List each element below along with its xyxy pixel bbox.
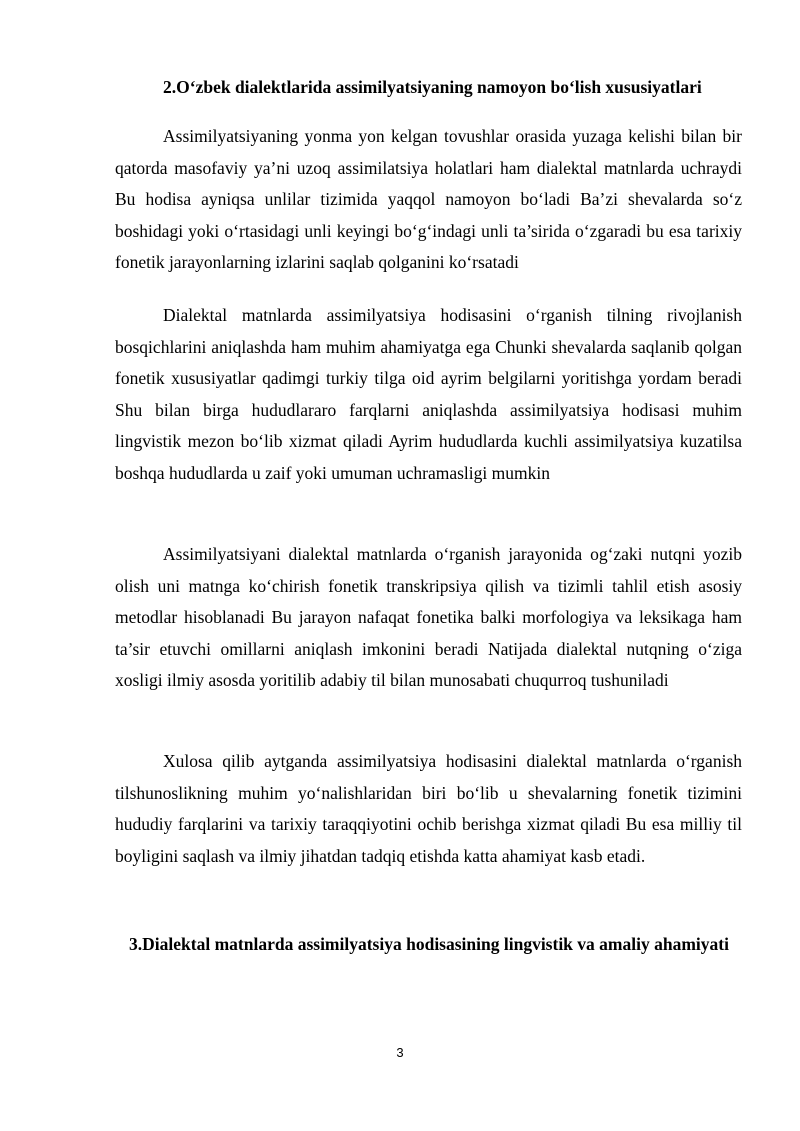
section-heading: 3.Dialektal matnlarda assimilyatsiya hodisasining lingvistik va amaliy ahamiyati bbox=[129, 934, 729, 954]
paragraph: Assimilyatsiyaning yonma yon kelgan tovushlar orasida yuzaga kelishi bilan bir qatorda masofaviy ya’ni uzoq assimilatsiya holatlari ham dialektal matnlarda uchraydi Bu hodisa ayniqsa unlilar tizimida yaqqol namoyon bo‘ladi Ba’zi shevalarda so‘z boshidagi yoki o‘rtasidagi unli keyingi bo‘g‘indagi unli ta’sirida o‘zgaradi bu esa tarixiy fonetik jarayonlarning izlarini saqlab qolganini ko‘rsatadi bbox=[115, 126, 742, 273]
section-heading: 2.O‘zbek dialektlarida assimilyatsiyaning namoyon bo‘lish xususiyatlari bbox=[163, 77, 702, 97]
page-number: 3 bbox=[396, 1045, 404, 1060]
paragraph: Assimilyatsiyani dialektal matnlarda o‘rganish jarayonida og‘zaki nutqni yozib olish uni matnga ko‘chirish fonetik transkripsiya qilish va tizimli tahlil etish asosiy metodlar hisoblanadi Bu jarayon nafaqat fonetika balki morfologiya va leksikaga ham ta’sir etuvchi omillarni aniqlash imkonini beradi Natijada dialektal nutqning o‘ziga xosligi ilmiy asosda yoritilib adabiy til bilan munosabati chuqurroq tushuniladi bbox=[115, 544, 742, 691]
paragraph: Xulosa qilib aytganda assimilyatsiya hodisasini dialektal matnlarda o‘rganish tilshunoslikning muhim yo‘nalishlaridan biri bo‘lib u shevalarning fonetik tizimini hududiy farqlarini va tarixiy taraqqiyotini ochib berishga xizmat qiladi Bu esa milliy til boyligini saqlash va ilmiy jihatdan tadqiq etishda katta ahamiyat kasb etadi. bbox=[115, 751, 742, 866]
paragraph: Dialektal matnlarda assimilyatsiya hodisasini o‘rganish tilning rivojlanish bosqichlarini aniqlashda ham muhim ahamiyatga ega Chunki shevalarda saqlanib qolgan fonetik xususiyatlar qadimgi turkiy tilga oid ayrim belgilarni yoritishga yordam beradi Shu bilan birga hududlararo farqlarni aniqlashda assimilyatsiya hodisasi muhim lingvistik mezon bo‘lib xizmat qiladi Ayrim hududlarda kuchli assimilyatsiya kuzatilsa boshqa hududlarda u zaif yoki umuman uchramasligi mumkin bbox=[115, 305, 742, 483]
